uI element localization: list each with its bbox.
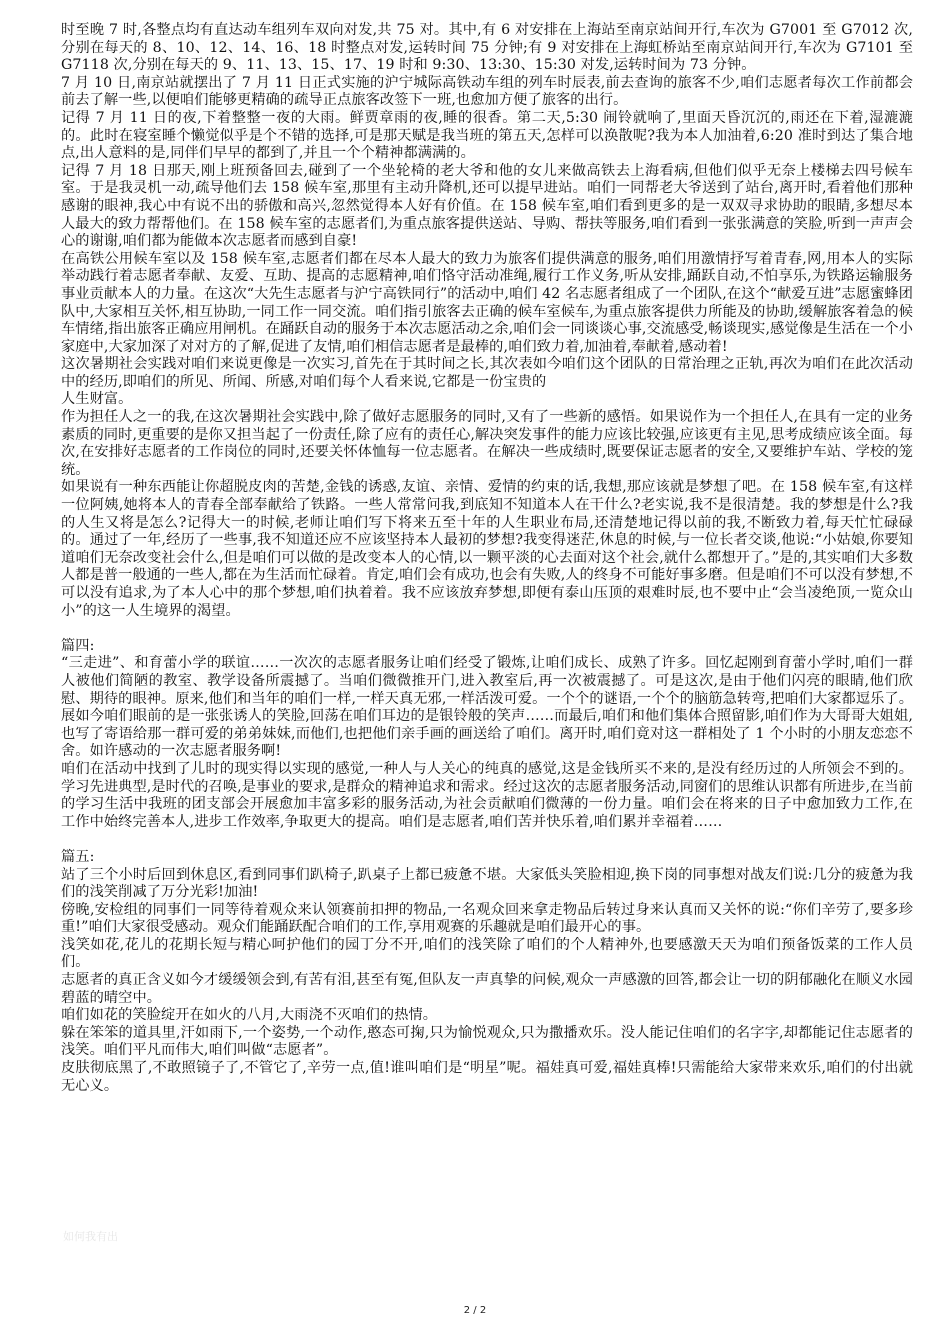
paragraph: 作为担任人之一的我,在这次暑期社会实践中,除了做好志愿服务的同时,又有了一些新的感悟。如果说作为一个担任人,在具有一定的业务素质的同时,更重要的是你又担当起了一份责任,除了应有的责任心,解决突发事件的能力应该比较强,应该更有主见,思考成绩应该全面。每次,在安排好志愿者的工作岗位的同时,还要关怀体恤每一位志愿者。在解决一些成绩时,既要保证志愿者的安全,又要维护车站、学校的笼统。 (61, 409, 913, 478)
faint-watermark: 如何我有出 (63, 1230, 118, 1243)
paragraph: “三走进”、和育蕾小学的联谊……一次次的志愿者服务让咱们经受了锻炼,让咱们成长、成熟了许多。回忆起刚到育蕾小学时,咱们一群人被他们简陋的教室、教学设备所震撼了。当咱们微微推开门,进入教室后,再一次被震撼了。可是这次,是由于他们闪亮的眼睛,他们欣慰、期待的眼神。原来,他们和当年的咱们一样,一样天真无邪,一样活泼可爱。一个个的谜语,一个个的脑筋急转弯,把咱们大家都逗乐了。展如今咱们眼前的是一张张诱人的笑脸,回荡在咱们耳边的是银铃般的笑声……而最后,咱们和他们集体合照留影,咱们作为大哥哥大姐姐,也写了寄语给那一群可爱的弟弟妹妹,而他们,也把他们亲手画的画送给了咱们。离开时,咱们竟对这一群相处了 1 个小时的小朋友恋恋不舍。如许感动的一次志愿者服务啊! (61, 655, 913, 760)
paragraph: 这次暑期社会实践对咱们来说更像是一次实习,首先在于其时间之长,其次表如今咱们这个团队的日常治理之正轨,再次为咱们在此次活动中的经历,即咱们的所见、所闻、所感,对咱们每个人看来说,它都是一份宝贵的 (61, 356, 913, 390)
paragraph: 在高铁公用候车室以及 158 候车室,志愿者们都在尽本人最大的致力为旅客们提供满意的服务,咱们用激情抒写着青春,网,用本人的实际举动践行着志愿者奉献、友爱、互助、提高的志愿精神,咱们恪守活动准绳,履行工作义务,听从安排,踊跃自动,不怕享乐,为铁路运输服务事业贡献本人的力量。在这次“大先生志愿者与沪宁高铁同行”的活动中,咱们 42 名志愿者组成了一个团队,在这个“献爱互进”志愿蜜蜂团队中,大家相互关怀,相互协助,一同工作一同交流。咱们指引旅客去正确的候车室候车,为重点旅客提供力所能及的协助,缓解旅客着急的候车情绪,指出旅客正确应用闸机。在踊跃自动的服务于本次志愿活动之余,咱们会一同谈谈心事,交流感受,畅谈现实,感觉像是生活在一个小家庭中,大家加深了对对方的了解,促进了友情,咱们相信志愿者是最棒的,咱们致力着,加油着,奉献着,感动着! (61, 250, 913, 355)
paragraph: 傍晚,安检组的同事们一同等待着观众来认领赛前扣押的物品,一名观众回来拿走物品后转过身来认真而又关怀的说:“你们辛劳了,要多珍重!”咱们大家很受感动。观众们能踊跃配合咱们的工作,享用观赛的乐趣就是咱们最开心的事。 (61, 901, 913, 936)
page-number: 2 / 2 (463, 1305, 487, 1316)
paragraph: 站了三个小时后回到休息区,看到同事们趴椅子,趴桌子上都已疲惫不堪。大家低头笑脸相迎,换下岗的同事想对战友们说:几分的疲惫为我们的浅笑削减了万分光彩!加油! (61, 866, 913, 901)
document-body (61, 22, 913, 1095)
paragraph: 人生财富。 (61, 391, 133, 408)
section-four-title: 篇四: (61, 637, 95, 654)
paragraph: 记得 7 月 18 日那天,刚上班预备回去,碰到了一个坐轮椅的老大爷和他的女儿来做高铁去上海看病,但他们似乎无奈上楼梯去四号候车室。于是我灵机一动,疏导他们去 158 候车室,那里有主动升降机,还可以提早进站。咱们一同帮老大爷送到了站台,离开时,看着他们那种感谢的眼神,我心中有说不出的骄傲和高兴,忽然觉得本人好有价值。在 158 候车室,咱们看到更多的是一双双寻求协助的眼睛,多想尽本人最大的致力帮帮他们。在 158 候车室的志愿者们,为重点旅客提供送站、导购、帮扶等服务,咱们看到一张张满意的笑脸,听到一声声会心的谢谢,咱们都为能做本次志愿者而感到自豪! (61, 162, 913, 250)
section-spacer (61, 831, 913, 849)
paragraph: 躲在笨笨的道具里,汗如雨下,一个姿势,一个动作,憨态可掬,只为愉悦观众,只为撒播欢乐。没人能记住咱们的名字字,却都能记住志愿者的浅笑。咱们平凡而伟大,咱们叫做“志愿者”。 (61, 1024, 913, 1059)
paragraph: 7 月 10 日,南京站就摆出了 7 月 11 日正式实施的沪宁城际高铁动车组的列车时辰表,前去查询的旅客不少,咱们志愿者每次工作前都会前去了解一些,以便咱们能够更精确的疏导正点旅客改签下一班,也愈加方便了旅客的出行。 (61, 74, 913, 109)
paragraph: 如果说有一种东西能让你超脱皮肉的苦楚,金钱的诱惑,友谊、亲情、爱情的约束的话,我想,那应该就是梦想了吧。在 158 候车室,有这样一位阿姨,她将本人的青春全部奉献给了铁路。一些人常常问我,到底知不知道本人在干什么?老实说,我不是很清楚。我的梦想是什么?我的人生又将是怎么?记得大一的时候,老师让咱们写下将来五至十年的人生职业布局,还清楚地记得以前的我,不断致力着,每天忙忙碌碌的。通过了一年,经历了一些事,我不知道还应不应该坚持本人最初的梦想?我变得迷茫,休息的时候,与一位长者交谈,他说:“小姑娘,你要知道咱们无奈改变社会什么,但是咱们可以做的是改变本人的心情,以一颗平淡的心去面对这个社会,就什么都想开了。”是的,其实咱们大多数人都是普一般通的一些人,都在为生活而忙碌着。肯定,咱们会有成功,也会有失败,人的终身不可能好事多磨。但是咱们不可以没有梦想,不可以没有追求,为了本人心中的那个梦想,咱们执着着。我不应该放弃梦想,即便有泰山压顶的艰难时辰,也不要中止“会当凌绝顶,一览众山小”的这一人生境界的渴望。 (61, 479, 913, 619)
paragraph: 记得 7 月 11 日的夜,下着整整一夜的大雨。鲜贾章雨的夜,睡的很香。第二天,5:30 闹铃就响了,里面天昏沉沉的,雨还在下着,湿漉漉的。此时在寝室睡个懒觉似乎是个不错的选择,可是那天赋是我当班的第五天,怎样可以涣散呢?我为本人加油着,6:20 准时到达了集合地点,出人意料的是,同伴们早早的都到了,并且一个个精神都满满的。 (61, 109, 913, 162)
paragraph: 咱们在活动中找到了儿时的现实得以实现的感觉,一种人与人关心的纯真的感觉,这是金钱所买不来的,是没有经历过的人所领会不到的。学习先进典型,是时代的召唤,是事业的要求,是群众的精神追求和需求。经过这次的志愿者服务活动,同窗们的思维认识都有所进步,在当前的学习生活中我班的团支部会开展愈加丰富多彩的服务活动,为社会贡献咱们微薄的一份力量。咱们会在将来的日子中愈加致力工作,在工作中始终完善本人,进步工作效率,争取更大的提高。咱们是志愿者,咱们苦并快乐着,咱们累并幸福着…… (61, 760, 913, 830)
section-five-title: 篇五: (61, 848, 95, 865)
paragraph: 志愿者的真正含义如今才缓缓领会到,有苦有泪,甚至有冤,但队友一声真挚的问候,观众一声感激的回答,都会让一切的阴郁融化在顺义水园碧蓝的晴空中。 (61, 972, 913, 1006)
section-spacer (61, 620, 913, 638)
paragraph: 时至晚 7 时,各整点均有直达动车组列车双向对发,共 75 对。其中,有 6 对安排在上海站至南京站间开行,车次为 G7001 至 G7012 次,分别在每天的 8、10、12、14、16、18 时整点对发,运转时间 75 分钟;有 9 对安排在上海虹桥站至南京站间开行,车次为 G7101 至 G7118 次,分别在每天的 9、11、13、15、17、19 时和 9:30、13:30、15:30 对发,运转时间为 73 分钟。 (61, 22, 913, 74)
paragraph: 浅笑如花,花儿的花期长短与精心呵护他们的园丁分不开,咱们的浅笑除了咱们的个人精神外,也要感激天天为咱们预备饭菜的工作人员们。 (61, 936, 913, 971)
paragraph: 皮肤彻底黑了,不敢照镜子了,不管它了,辛劳一点,值!谁叫咱们是“明星”呢。福娃真可爱,福娃真棒!只需能给大家带来欢乐,咱们的付出就无心义。 (61, 1060, 913, 1094)
paragraph: 咱们如花的笑脸绽开在如火的八月,大雨浇不灭咱们的热情。 (61, 1007, 438, 1024)
